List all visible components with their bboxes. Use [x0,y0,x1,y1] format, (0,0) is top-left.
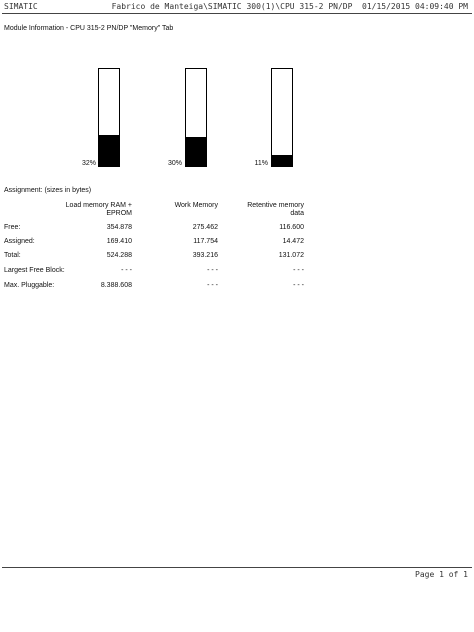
footer-divider [2,567,472,568]
total-retentive-memory-value: 131.072 [278,252,304,259]
free-load-memory-value: 354.878 [106,224,132,231]
largest-free-block-retentive-memory-value: - - - [293,267,304,274]
assigned-work-memory-value: 117.754 [193,238,218,245]
row-label-free: Free: [4,224,21,231]
row-label-assigned: Assigned: [4,238,35,245]
free-retentive-memory-value: 116.600 [279,224,304,231]
column-header-work-memory: Work Memory [174,202,218,209]
page-title: Module Information - CPU 315-2 PN/DP "Memory" Tab [4,25,174,32]
work-memory-usage-gauge [185,68,207,167]
largest-free-block-work-memory-value: - - - [207,267,218,274]
max-pluggable-load-memory-value: 8.388.608 [100,282,132,289]
free-work-memory-value: 275.462 [192,224,218,231]
retentive-memory-usage-gauge [271,68,293,167]
column-header-load-memory: Load memory RAM + EPROM [65,202,132,217]
gauge-fill [186,137,206,166]
page-number: Page 1 of 1 [415,570,468,579]
load-memory-usage-percent: 32% [81,160,96,167]
gauge-fill [272,155,292,166]
largest-free-block-load-memory-value: - - - [121,267,132,274]
gauge-fill [99,135,119,166]
row-label-largest-free-block: Largest Free Block: [4,267,65,274]
work-memory-usage-percent: 30% [167,160,182,167]
max-pluggable-work-memory-value: - - - [207,282,218,289]
total-load-memory-value: 524.288 [106,252,132,259]
retentive-memory-usage-percent: 11% [254,160,268,167]
load-memory-usage-gauge [98,68,120,167]
assignment-label: Assignment: (sizes in bytes) [4,187,92,194]
assigned-retentive-memory-value: 14.472 [282,238,304,245]
column-header-retentive-memory: Retentive memory data [247,202,304,217]
row-label-max-pluggable: Max. Pluggable: [4,282,55,289]
header-path-and-timestamp: Fabrico de Manteiga\SIMATIC 300(1)\CPU 315-2 PN/DP 01/15/2015 04:09:40 PM [111,2,468,11]
header-divider [2,13,472,14]
row-label-total: Total: [4,252,21,259]
total-work-memory-value: 393.216 [192,252,218,259]
assigned-load-memory-value: 169.410 [106,238,132,245]
max-pluggable-retentive-memory-value: - - - [293,282,304,289]
header-app-name: SIMATIC [4,2,38,11]
